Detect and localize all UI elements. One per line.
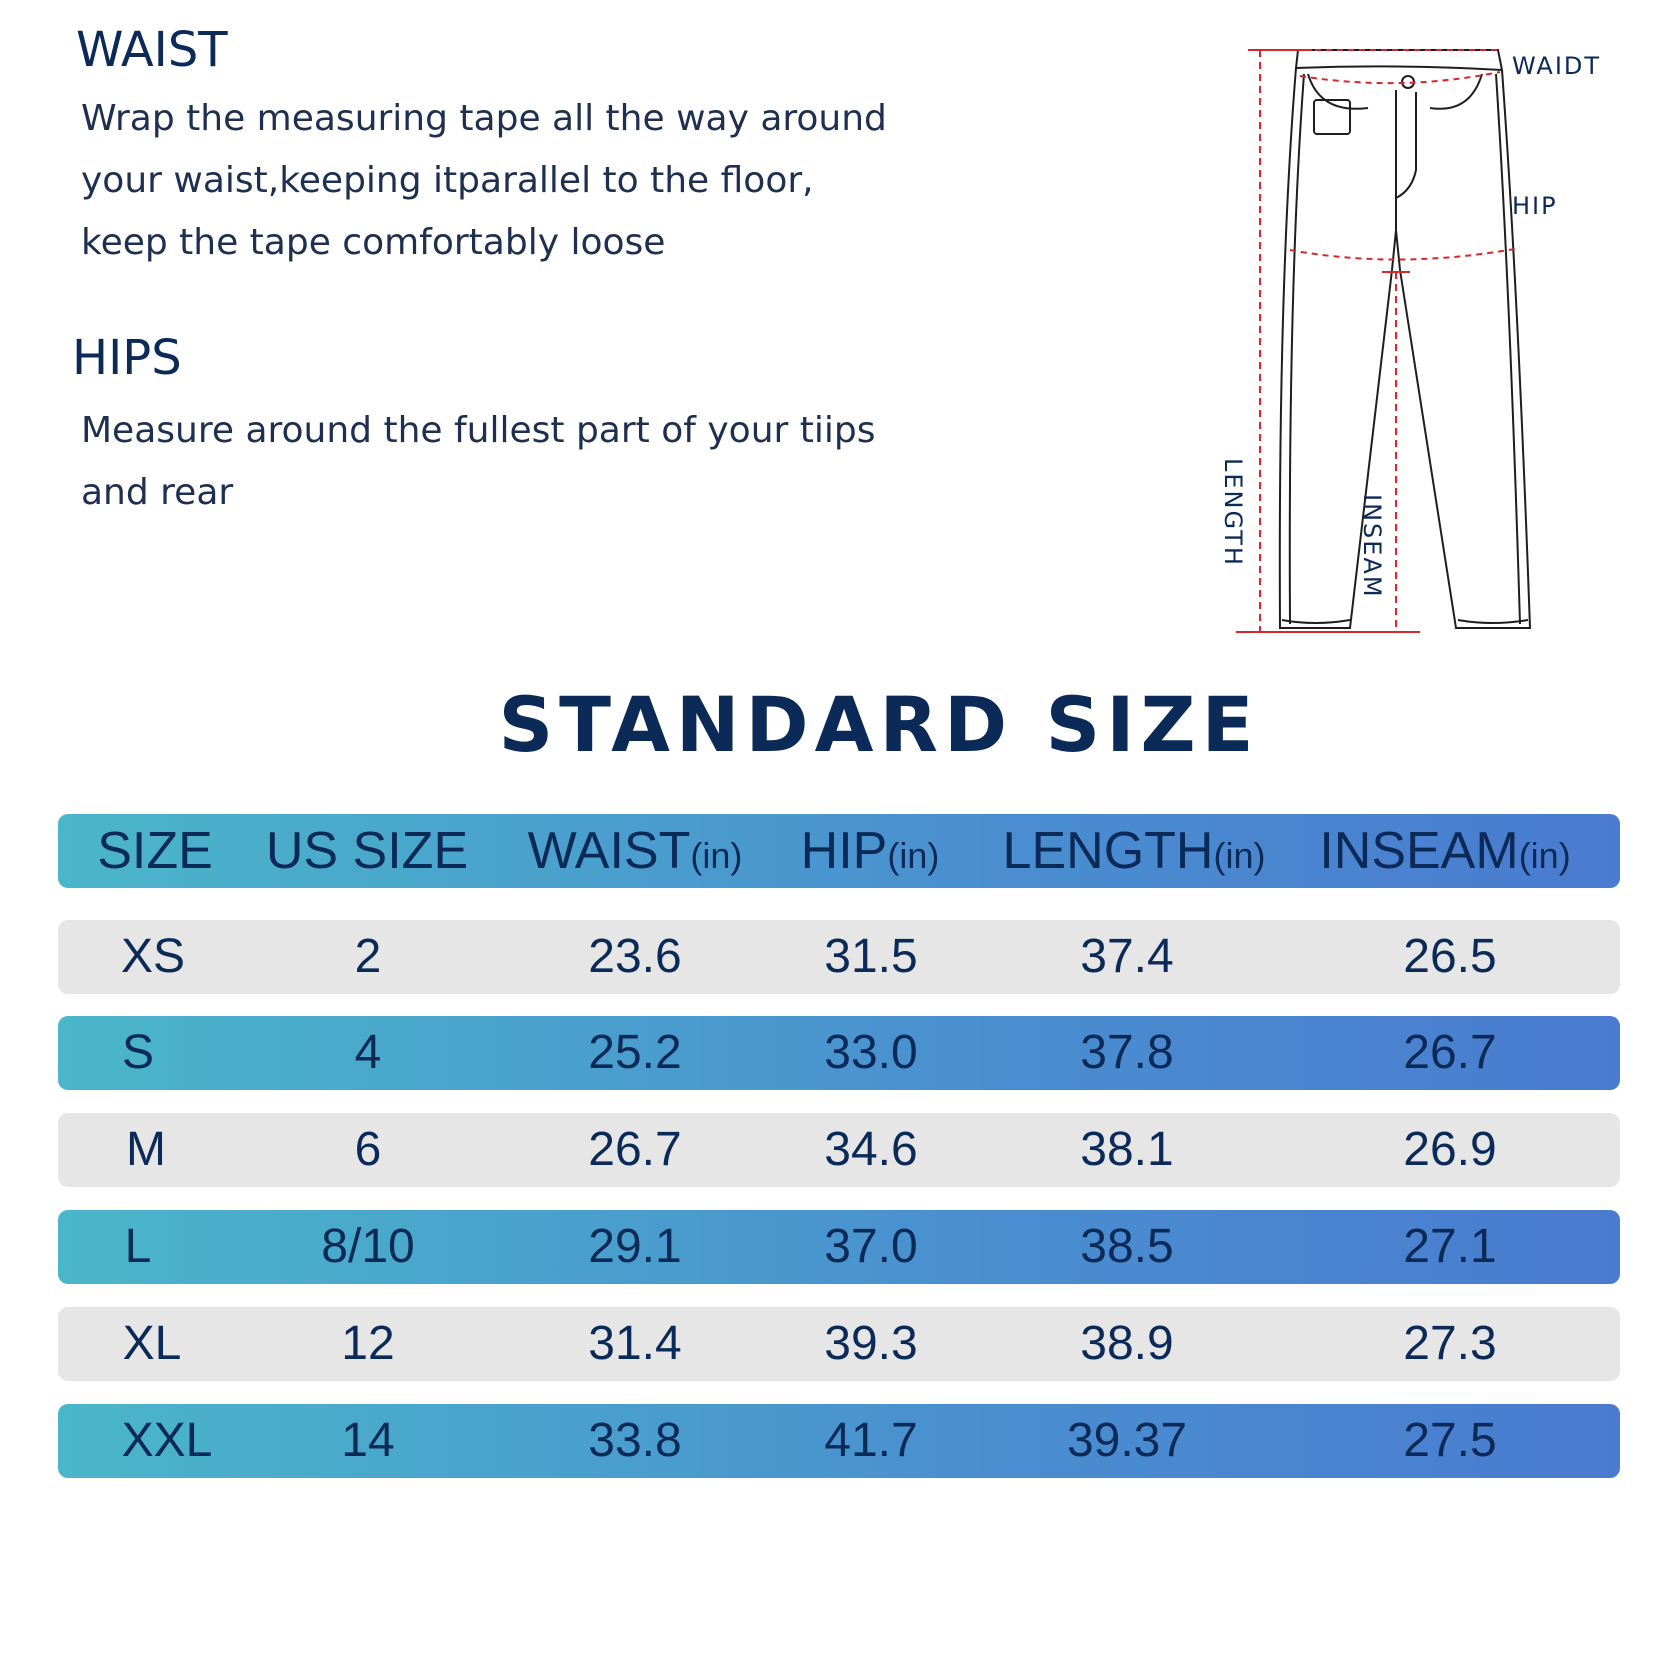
header-size: SIZE	[97, 822, 213, 880]
table-row	[58, 1210, 1620, 1284]
cell-length: 37.8	[1080, 1026, 1174, 1079]
cell-hip: 41.7	[824, 1414, 918, 1467]
cell-size: M	[126, 1123, 166, 1176]
cell-waist: 29.1	[588, 1220, 682, 1273]
cell-hip: 37.0	[824, 1220, 918, 1273]
cell-hip: 34.6	[824, 1123, 918, 1176]
cell-size: L	[124, 1220, 152, 1273]
waist-line-2: your waist,keeping itparallel to the floor,	[81, 160, 814, 201]
cell-size: XS	[120, 930, 186, 983]
header-waist: WAIST(in)	[527, 822, 743, 880]
header-us-size: US SIZE	[265, 822, 469, 880]
cell-waist: 25.2	[588, 1026, 682, 1079]
cell-size: S	[121, 1026, 155, 1079]
cell-inseam: 26.9	[1403, 1123, 1497, 1176]
cell-us-size: 6	[354, 1123, 382, 1176]
cell-inseam: 26.7	[1403, 1026, 1497, 1079]
cell-us-size: 12	[341, 1317, 395, 1370]
inseam-diagram-label: INSEAM	[1358, 494, 1386, 599]
cell-inseam: 27.3	[1403, 1317, 1497, 1370]
cell-inseam: 26.5	[1403, 930, 1497, 983]
header-inseam: INSEAM(in)	[1319, 822, 1571, 880]
table-row	[58, 1404, 1620, 1478]
pants-measurement-diagram	[1180, 30, 1640, 650]
pants-outline-icon	[1280, 50, 1530, 628]
waist-line-3: keep the tape comfortably loose	[81, 222, 666, 263]
cell-length: 37.4	[1080, 930, 1174, 983]
cell-hip: 31.5	[824, 930, 918, 983]
cell-waist: 23.6	[588, 930, 682, 983]
hips-description	[81, 400, 875, 524]
table-row	[58, 1307, 1620, 1381]
cell-us-size: 14	[341, 1414, 395, 1467]
cell-hip: 33.0	[824, 1026, 918, 1079]
hip-diagram-label: HIP	[1512, 192, 1558, 220]
hips-line-1: Measure around the fullest part of your tiips	[81, 410, 876, 451]
cell-length: 38.5	[1080, 1220, 1174, 1273]
cell-size: XL	[122, 1317, 182, 1370]
cell-waist: 33.8	[588, 1414, 682, 1467]
cell-inseam: 27.5	[1403, 1414, 1497, 1467]
header-length: LENGTH(in)	[1002, 822, 1266, 880]
header-hip: HIP(in)	[800, 822, 940, 880]
table-row	[58, 1016, 1620, 1090]
waist-line-1: Wrap the measuring tape all the way around	[81, 98, 887, 139]
waist-description	[81, 88, 887, 274]
cell-us-size: 2	[354, 930, 382, 983]
length-diagram-label: LENGTH	[1219, 458, 1247, 567]
waist-diagram-label: WAIDT	[1512, 52, 1602, 80]
cell-length: 38.9	[1080, 1317, 1174, 1370]
table-header	[58, 814, 1620, 888]
cell-hip: 39.3	[824, 1317, 918, 1370]
hips-heading: HIPS	[72, 330, 182, 386]
waist-heading: WAIST	[76, 22, 228, 78]
hips-line-2: and rear	[81, 472, 234, 513]
cell-size: XXL	[121, 1414, 213, 1467]
table-row	[58, 1113, 1620, 1187]
cell-inseam: 27.1	[1403, 1220, 1497, 1273]
table-row	[58, 920, 1620, 994]
cell-length: 39.37	[1066, 1414, 1188, 1467]
standard-size-title: STANDARD SIZE	[498, 680, 1260, 769]
cell-us-size: 8/10	[321, 1220, 415, 1273]
cell-length: 38.1	[1080, 1123, 1174, 1176]
cell-waist: 26.7	[588, 1123, 682, 1176]
cell-waist: 31.4	[588, 1317, 682, 1370]
cell-us-size: 4	[354, 1026, 382, 1079]
